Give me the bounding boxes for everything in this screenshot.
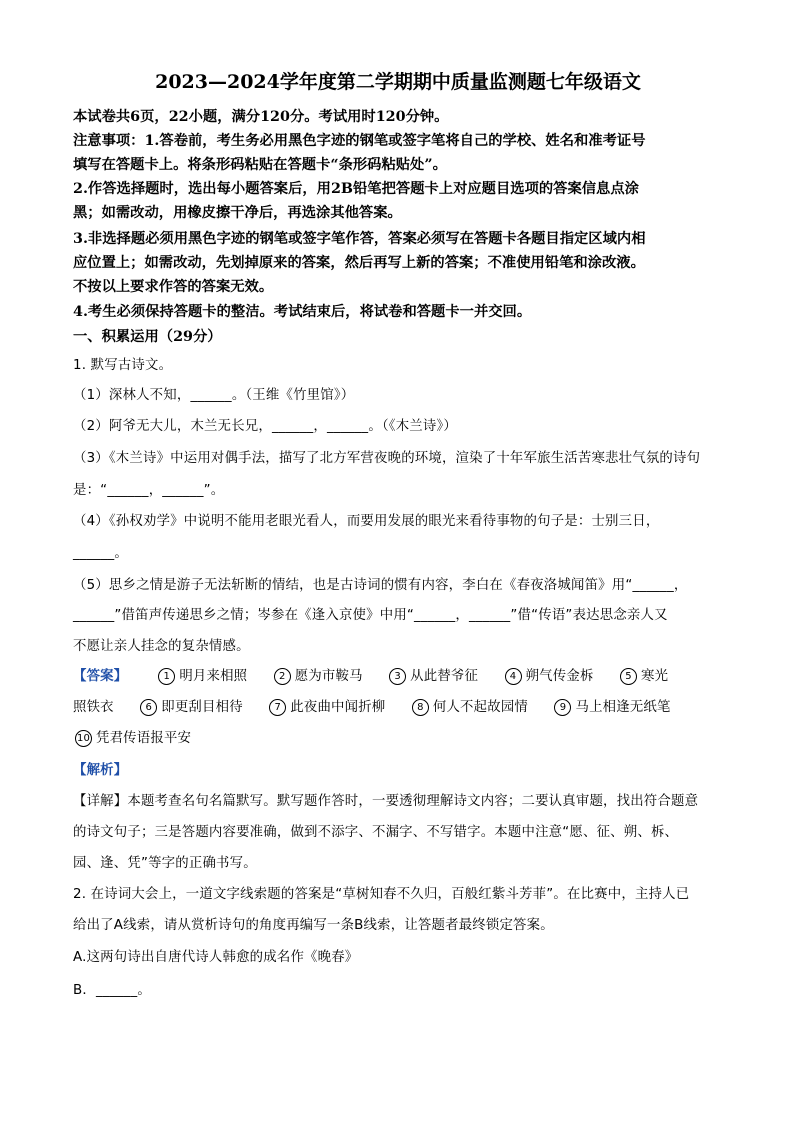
analysis-label: [73, 760, 127, 782]
question-1-item: 是：“______，______”。: [73, 483, 225, 498]
question-1-item: （1）深林人不知，______。（王维《竹里馆》）: [73, 388, 355, 403]
question-2-line: 给出了A线索，请从赏析诗句的角度再编写一条B线索，让答题者最终锁定答案。: [73, 918, 554, 933]
answer-number: 7: [269, 699, 286, 716]
answer-row: [73, 697, 671, 719]
detail-line: 【详解】本题考查名句名篇默写。默写题作答时，一要透彻理解诗文内容；二要认真审题，找出符合题意: [73, 794, 699, 809]
exam-intro: 本试卷共6页，22小题，满分120分。考试用时120分钟。: [73, 109, 449, 125]
answer-text: 马上相逢无纸笔: [575, 700, 671, 715]
answer-text: 寒光: [641, 669, 669, 684]
answer-number: 3: [389, 668, 406, 685]
answer-text: 明月来相照: [179, 669, 248, 684]
question-1-item: （5）思乡之情是游子无法斩断的情结，也是古诗词的惯有内容，李白在《春夜洛城闻笛》用“______，: [73, 578, 688, 593]
page-title: 2023—2024学年度第二学期期中质量监测题七年级语文: [155, 71, 641, 93]
answer-text: 愿为市鞍马: [294, 669, 363, 684]
notes-line: 填写在答题卡上。将条形码粘贴在答题卡“条形码粘贴处”。: [73, 157, 447, 173]
question-2-line: 2. 在诗词大会上，一道文字线索题的答案是“草树知春不久归，百般红紫斗芳菲”。在比赛中，主持人已: [73, 887, 690, 902]
detail-line: 的诗文句子；三是答题内容要准确，做到不添字、不漏字、不写错字。本题中注意“愿、征、朔、柝、: [73, 825, 679, 840]
answer-text: 从此替爷征: [410, 669, 479, 684]
answer-number: 1: [158, 668, 175, 685]
answer-number: 6: [140, 699, 157, 716]
notes-line: 不按以上要求作答的答案无效。: [73, 279, 274, 295]
question-2-line: A.这两句诗出自唐代诗人韩愈的成名作《晚春》: [73, 950, 359, 965]
notes-line: 注意事项：1.答卷前，考生务必用黑色字迹的钢笔或签字笔将自己的学校、姓名和准考证号: [73, 133, 646, 149]
analysis-label-text: 【解析】: [73, 763, 128, 778]
question-1-stem: 1. 默写古诗文。: [73, 358, 173, 373]
question-1-item: （3）《木兰诗》中运用对偶手法，描写了北方军营夜晚的环境，渲染了十年军旅生活苦寒悲壮气氛的诗句: [73, 451, 701, 466]
answer-number: 10: [75, 730, 92, 747]
answer-text: 凭君传语报平安: [96, 731, 192, 746]
question-2-line: B．______。: [73, 983, 151, 998]
notes-line: 3.非选择题必须用黑色字迹的钢笔或签字笔作答，答案必须写在答题卡各题目指定区域内相: [73, 231, 646, 247]
answer-text: 此夜曲中闻折柳: [290, 700, 386, 715]
answer-text: 照铁衣: [73, 700, 114, 715]
question-1-item: ______。: [73, 546, 128, 561]
notes-line: 黑；如需改动，用橡皮擦干净后，再选涂其他答案。: [73, 205, 402, 221]
question-1-item: （2）阿爷无大儿，木兰无长兄，______，______。（《木兰诗》）: [73, 419, 457, 434]
question-1-item: 不愿让亲人挂念的复杂情感。: [73, 639, 250, 654]
answer-row: [73, 728, 191, 750]
answer-text: 何人不起故园情: [432, 700, 529, 715]
question-1-item: ______”借笛声传递思乡之情；岑参在《逢入京使》中用“______，______”借“传语”表达思念亲人又: [73, 608, 668, 623]
answer-number: 2: [274, 668, 291, 685]
answer-text: 即更刮目相待: [161, 700, 243, 715]
detail-line: 园、逢、凭”等字的正确书写。: [73, 856, 257, 871]
answer-number: 8: [412, 699, 429, 716]
answer-text: 朔气传金柝: [525, 669, 594, 684]
notes-line: 4.考生必须保持答题卡的整洁。考试结束后，将试卷和答题卡一并交回。: [73, 304, 532, 320]
section-heading: 一、积累运用（29分）: [73, 329, 222, 345]
answer-number: 4: [505, 668, 522, 685]
answer-label: 【答案】: [73, 669, 128, 684]
question-1-item: （4）《孙权劝学》中说明不能用老眼光看人，而要用发展的眼光来看待事物的句子是：士别三日，: [73, 514, 660, 529]
answer-row: [73, 666, 668, 688]
notes-line: 2.作答选择题时，选出每小题答案后，用2B铅笔把答题卡上对应题目选项的答案信息点涂: [73, 181, 639, 197]
answer-number: 5: [620, 668, 637, 685]
notes-line: 应位置上；如需改动，先划掉原来的答案，然后再写上新的答案；不准使用铅笔和涂改液。: [73, 255, 645, 271]
answer-number: 9: [554, 699, 571, 716]
